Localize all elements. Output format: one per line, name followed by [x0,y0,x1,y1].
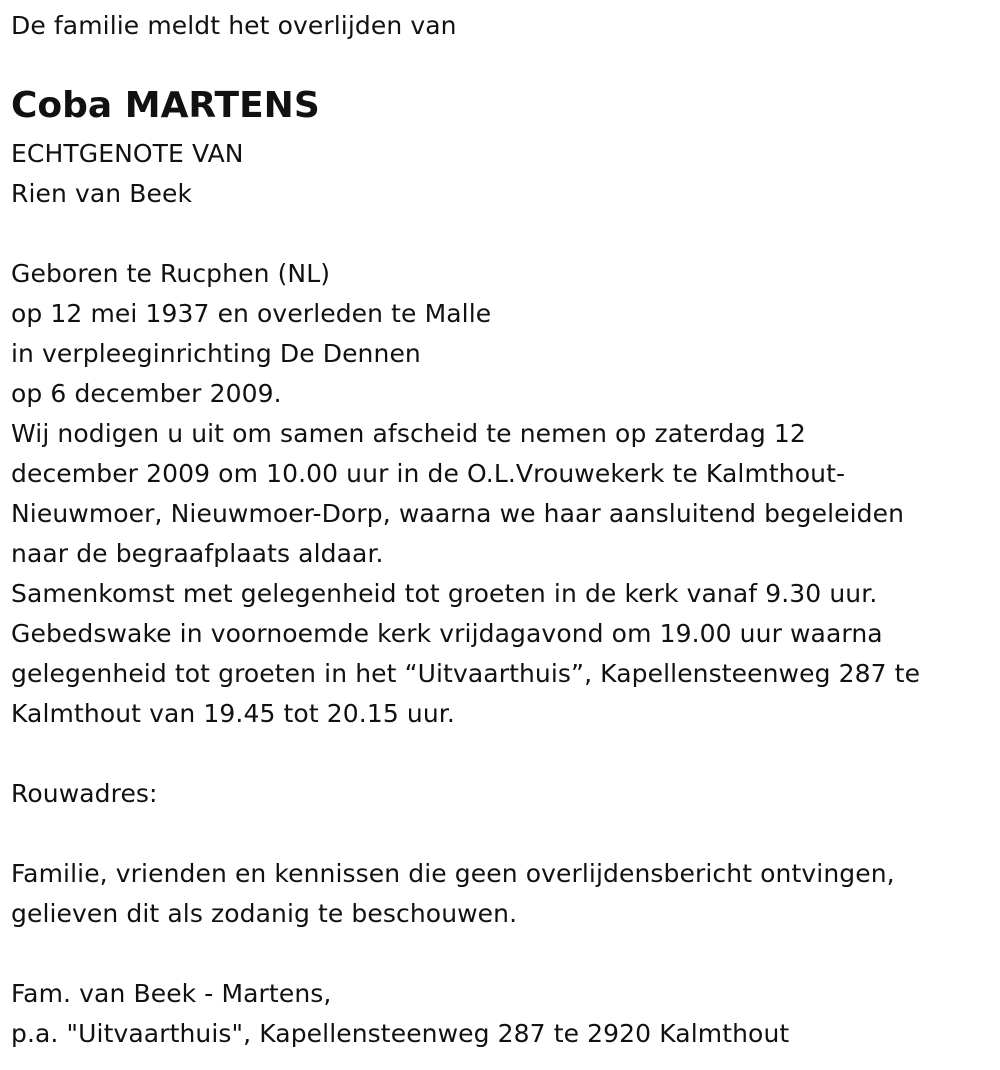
detail-line: Geboren te Rucphen (NL) [11,259,331,288]
detail-line: Nieuwmoer, Nieuwmoer-Dorp, waarna we haar aansluitend begeleiden [11,499,905,528]
spouse-name: Rien van Beek [11,179,193,208]
detail-line: gelegenheid tot groeten in het “Uitvaarthuis”, Kapellensteenweg 287 te [11,659,921,688]
detail-line: Samenkomst met gelegenheid tot groeten in de kerk vanaf 9.30 uur. [11,579,878,608]
detail-line: op 6 december 2009. [11,379,282,408]
deceased-name: Coba MARTENS [11,85,320,126]
notice-line: gelieven dit als zodanig te beschouwen. [11,899,518,928]
signature-address: p.a. "Uitvaarthuis", Kapellensteenweg 287 te 2920 Kalmthout [11,1019,790,1048]
detail-line: in verpleeginrichting De Dennen [11,339,421,368]
detail-line: Gebedswake in voornoemde kerk vrijdagavond om 19.00 uur waarna [11,619,883,648]
relation-text: ECHTGENOTE VAN [11,139,244,168]
intro-text: De familie meldt het overlijden van [11,11,457,40]
detail-line: naar de begraafplaats aldaar. [11,539,384,568]
detail-line: Wij nodigen u uit om samen afscheid te nemen op zaterdag 12 [11,419,806,448]
signature-line: Fam. van Beek - Martens, [11,979,332,1008]
notice-line: Familie, vrienden en kennissen die geen overlijdensbericht ontvingen, [11,859,895,888]
mourning-address-label: Rouwadres: [11,779,158,808]
detail-line: december 2009 om 10.00 uur in de O.L.Vrouwekerk te Kalmthout- [11,459,846,488]
detail-line: op 12 mei 1937 en overleden te Malle [11,299,492,328]
detail-line: Kalmthout van 19.45 tot 20.15 uur. [11,699,455,728]
